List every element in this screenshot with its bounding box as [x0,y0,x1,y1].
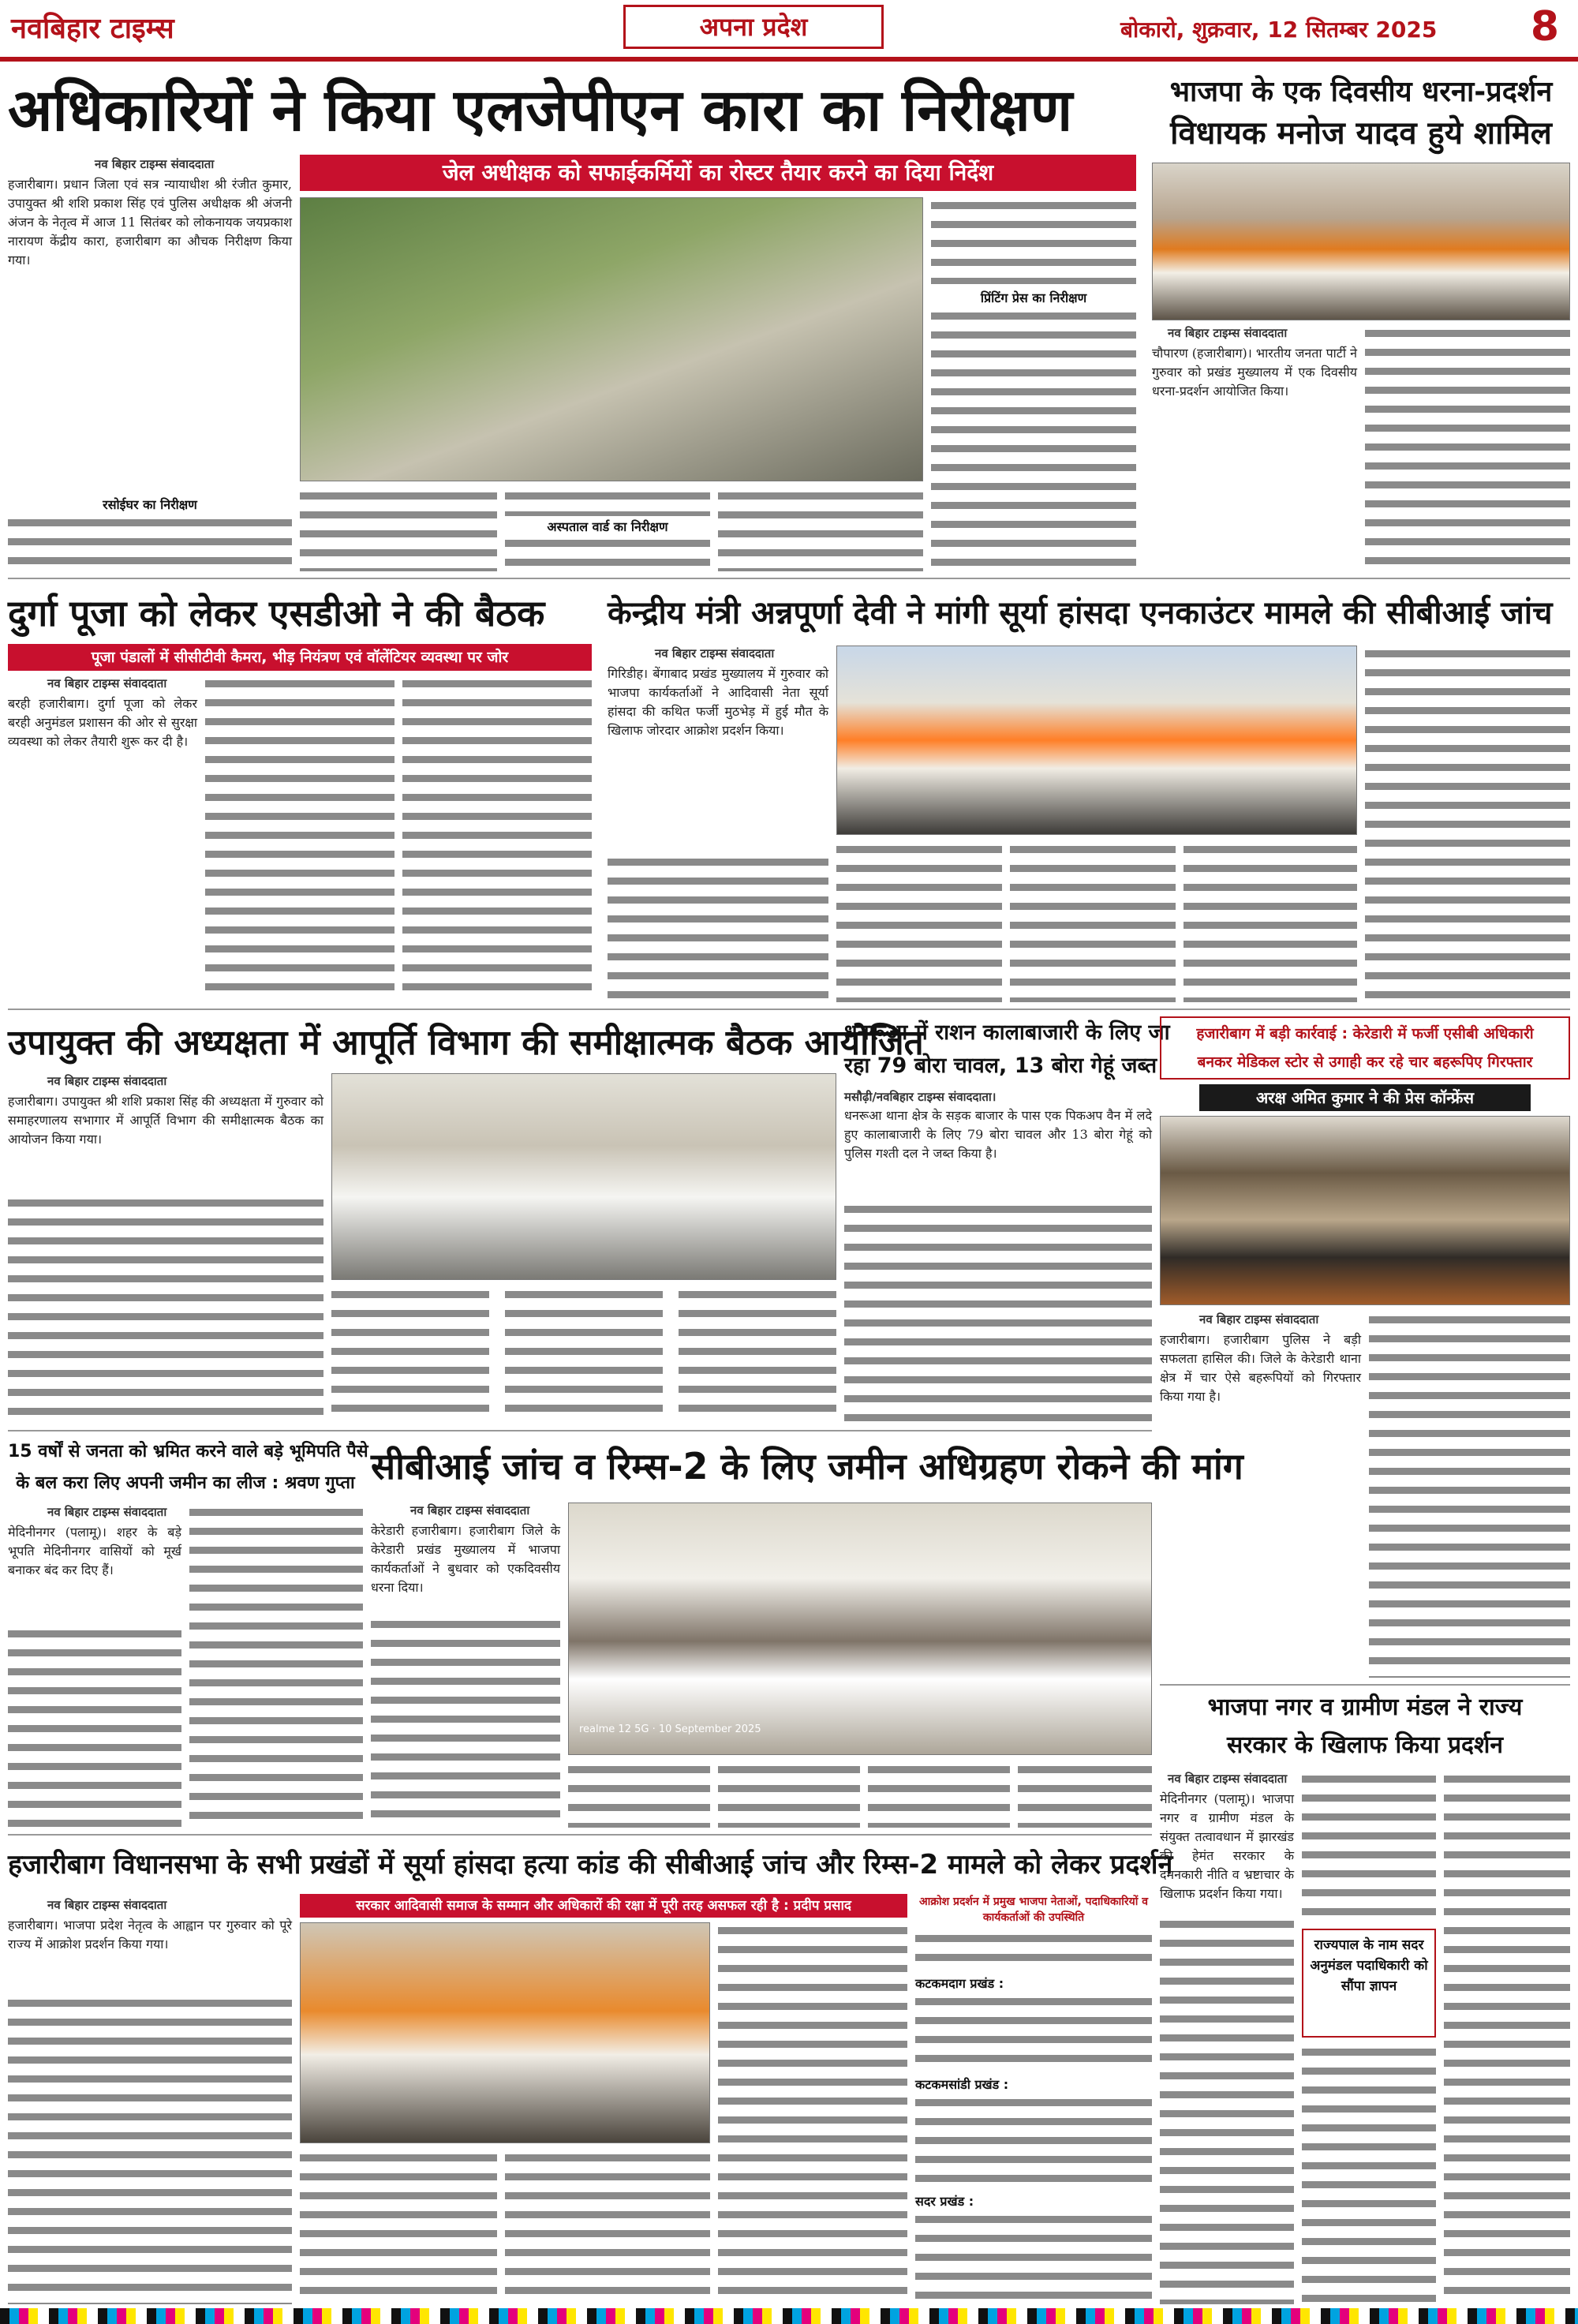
story10-block-katkamdag-text [915,1993,1152,2072]
paper-name: नवबिहार टाइम्स [11,13,174,45]
story1-hospital-text [505,535,710,571]
section-label: अपना प्रदेश [623,5,884,49]
story3-col2-text [205,675,394,1002]
story1-press-head: प्रिंटिंग प्रेस का निरीक्षण [980,290,1087,305]
story11-headline-line2: सरकार के खिलाफ किया प्रदर्शन [1226,1731,1504,1759]
story9-col4-text [868,1761,1010,1828]
story11-box-title: राज्यपाल के नाम सदर अनुमंडल पदाधिकारी को सौंपा ज्ञापन [1310,1937,1428,1994]
story11-headline-line1: भाजपा नगर व ग्रामीण मंडल ने राज्य [1207,1693,1523,1721]
story10-side-head: आक्रोश प्रदर्शन में प्रमुख भाजपा नेताओं, पदाधिकारियों व कार्यकर्ताओं की उपस्थिति [918,1896,1149,1924]
divider [8,1009,1570,1010]
story6-text [844,1201,1152,1424]
story10-side-text [915,1930,1152,1971]
story2-col2-text [1365,325,1570,571]
story10-block-katkamsandi-text [915,2094,1152,2189]
story11-col3-text [1444,1771,1570,2304]
story7-photo [1160,1116,1570,1305]
story4-col5-text [1365,646,1570,1002]
story9-headline: सीबीआई जांच व रिम्स-2 के लिए जमीन अधिग्रहण रोकने की मांग [371,1445,1243,1488]
story10-block-katkamdag: कटकमदाग प्रखंड : [915,1976,1004,1991]
story1-photo [300,197,923,481]
story4-headline: केन्द्रीय मंत्री अन्नपूर्णा देवी ने मांगी सूर्या हांसदा एनकाउंटर मामले की सीबीआई जांच [608,595,1553,631]
story9-photo [568,1503,1152,1755]
story10-col1-text [8,1995,292,2304]
story1-col2-text [300,488,497,571]
story7-byline: नव बिहार टाइम्स संवाददाता [1199,1312,1319,1327]
story5-lead: हजारीबाग। उपायुक्त श्री शशि प्रकाश सिंह की अध्यक्षता में गुरुवार को समाहरणालय सभागार में आपूर्ति विभाग की समीक्षात्मक बैठक का आयोजन किया गया। [8,1094,323,1147]
story11-col2-top [1302,1771,1436,1925]
story1-kitchen-text [8,515,292,571]
story10-col2-text [300,2150,497,2304]
story5-headline: उपायुक्त की अध्यक्षता में आपूर्ति विभाग की समीक्षात्मक बैठक आयोजित [8,1023,924,1063]
story10-photo [300,1922,710,2143]
story11-col2-bottom [1302,2044,1436,2304]
story9-col3-text [718,1761,860,1828]
story11-byline: नव बिहार टाइम्स संवाददाता [1168,1772,1288,1786]
dateline: बोकारो, शुक्रवार, 12 सितम्बर 2025 [1120,17,1438,43]
story1-col4-text [718,488,923,571]
story6-byline: मसौढ़ी/नवबिहार टाइम्स संवाददाता। [844,1090,997,1104]
story10-byline: नव बिहार टाइम्स संवाददाता [47,1898,167,1912]
story4-col2-text [836,841,1002,1002]
story1-kitchen-head: रसोईघर का निरीक्षण [103,497,197,512]
story5-col3-text [505,1286,663,1424]
story8-col2-text [189,1504,363,1828]
story7-headline-line1: हजारीबाग में बड़ी कार्रवाई : केरेडारी में फर्जी एसीबी अधिकारी [1196,1025,1534,1042]
story8-headline-line1: 15 वर्षों से जनता को भ्रमित करने वाले बड़े भूमिपति पैसे [8,1442,368,1461]
story9-col2-text [568,1761,710,1828]
story8-col1-text [8,1626,181,1828]
story5-col1-text [8,1195,323,1424]
story1-hospital-head: अस्पताल वार्ड का निरीक्षण [547,519,668,534]
story11-box [1302,1929,1436,2038]
story7-col2-text [1369,1312,1570,1678]
story9-lead: केरेडारी हजारीबाग। हजारीबाग जिले के केरेडारी प्रखंड मुख्यालय में भाजपा कार्यकर्ताओं ने बुधवार को एकदिवसीय धरना दिया। [371,1523,560,1595]
color-registration-bar [0,2308,1578,2324]
story10-col3-text [505,2150,710,2304]
story2-headline-line2: विधायक मनोज यादव हुये शामिल [1170,115,1552,152]
story10-col4-text [718,1922,907,2304]
story4-col3-text [1010,841,1176,1002]
story10-block-katkamsandi: कटकमसांडी प्रखंड : [915,2077,1009,2092]
story4-col1-text [608,854,828,1002]
story9-byline: नव बिहार टाइम्स संवाददाता [410,1503,530,1518]
story2-byline: नव बिहार टाइम्स संवाददाता [1168,326,1288,340]
story3-lead: बरही हजारीबाग। दुर्गा पूजा को लेकर बरही अनुमंडल प्रशासन की ओर से सुरक्षा व्यवस्था को लेकर तैयारी शुरू कर दी है। [8,696,197,749]
story1-lead: हजारीबाग। प्रधान जिला एवं सत्र न्यायाधीश श्री रंजीत कुमार, उपायुक्त श्री शशि प्रकाश सिंह एवं पुलिस अधीक्षक श्री अंजनी अंजन के नेतृत्व में आज 11 सितंबर को लोकनायक जयप्रकाश नारायण केंद्रीय कारा, हजारीबाग का औचक निरीक्षण किया गया। [8,177,292,268]
page-number: 8 [1530,3,1560,51]
story9-photo-stamp: realme 12 5G · 10 September 2025 [579,1723,761,1735]
story10-block-sadar: सदर प्रखंड : [915,2194,974,2209]
story7-lead: हजारीबाग। हजारीबाग पुलिस ने बड़ी सफलता हासिल की। जिले के केरेडारी थाना क्षेत्र में चार ऐसे बहरूपियों को गिरफ्तार किया गया है। [1160,1332,1361,1404]
story6-headline-line1: धनरूआ में राशन कालाबाजारी के लिए जा [844,1020,1170,1045]
divider [8,578,1570,579]
story9-col5-text [1018,1761,1152,1828]
story3-byline: नव बिहार टाइम्स संवाददाता [47,676,167,690]
story8-headline-line2: के बल करा लिए अपनी जमीन का लीज : श्रवण गुप्ता [16,1473,355,1493]
story1-subhead: जेल अधीक्षक को सफाईकर्मियों का रोस्टर तैयार करने का दिया निर्देश [300,155,1136,191]
story1-byline: नव बिहार टाइम्स संवाददाता [95,157,215,171]
divider [1160,1684,1570,1686]
story2-lead: चौपारण (हजारीबाग)। भारतीय जनता पार्टी ने गुरुवार को प्रखंड मुख्यालय में एक दिवसीय धरना-प्रदर्शन आयोजित किया। [1152,346,1357,399]
story7-headline-line2: बनकर मेडिकल स्टोर से उगाही कर रहे चार बहरूपिए गिरफ्तार [1197,1053,1533,1071]
divider [8,1430,1152,1431]
story9-col1-text [371,1616,560,1828]
story10-block-sadar-text [915,2211,1152,2304]
story5-col2-text [331,1286,489,1424]
story6-lead: धनरूआ थाना क्षेत्र के सड़क बाजार के पास एक पिकअप वैन में लदे हुए कालाबाजारी के लिए 79 बोरा चावल और 13 बोरा गेहूं को पुलिस गश्ती दल ने जब्त किया है। [844,1108,1152,1161]
story6-headline-line2: रहा 79 बोरा चावल, 13 बोरा गेहूं जब्त [844,1053,1157,1078]
story8-lead: मेदिनीनगर (पलामू)। शहर के बड़े भूपति मेदिनीनगर वासियों को मूर्ख बनाकर बंद कर दिए हैं। [8,1525,181,1577]
story3-subhead: पूजा पंडालों में सीसीटीवी कैमरा, भीड़ नियंत्रण एवं वॉलेंटियर व्यवस्था पर जोर [8,644,592,671]
story4-lead: गिरिडीह। बेंगाबाद प्रखंड मुख्यालय में गुरुवार को भाजपा कार्यकर्ताओं ने आदिवासी नेता सूर्या हांसदा की कथित फर्जी मुठभेड़ में हुई मौत के खिलाफ जोरदार आक्रोश प्रदर्शन किया। [608,666,828,738]
story10-subhead: सरकार आदिवासी समाज के सम्मान और अधिकारों की रक्षा में पूरी तरह असफल रही है : प्रदीप प्रसाद [300,1894,907,1918]
story8-byline: नव बिहार टाइम्स संवाददाता [47,1505,167,1519]
story1-col5-top [931,197,1136,284]
story11-lead: मेदिनीनगर (पलामू)। भाजपा नगर व ग्रामीण मंडल के संयुक्त तत्वावधान में झारखंड की हेमंत सरकार के दमनकारी नीति व भ्रष्टाचार के खिलाफ प्रदर्शन किया गया। [1160,1791,1294,1901]
story11-col1-text [1160,1916,1294,2304]
story5-col4-text [679,1286,836,1424]
story4-byline: नव बिहार टाइम्स संवाददाता [655,646,775,661]
story5-photo [331,1073,836,1280]
story4-photo [836,646,1357,835]
story10-lead: हजारीबाग। भाजपा प्रदेश नेतृत्व के आह्वान पर गुरुवार को पूरे राज्य में आक्रोश प्रदर्शन किया गया। [8,1918,292,1952]
story1-headline: अधिकारियों ने किया एलजेपीएन कारा का निरीक्षण [8,77,1073,144]
story5-byline: नव बिहार टाइम्स संवाददाता [47,1074,167,1088]
divider [8,1834,1152,1836]
story3-col3-text [402,675,592,1002]
story1-press-text [931,308,1136,571]
story1-col3-text [505,488,710,516]
story2-photo [1152,163,1570,320]
story10-headline: हजारीबाग विधानसभा के सभी प्रखंडों में सूर्या हांसदा हत्या कांड की सीबीआई जांच और रिम्स-2 मामले को लेकर प्रदर्शन [8,1849,1173,1881]
story4-col4-text [1184,841,1357,1002]
story3-headline: दुर्गा पूजा को लेकर एसडीओ ने की बैठक [8,592,545,634]
story2-headline-line1: भाजपा के एक दिवसीय धरना-प्रदर्शन [1169,76,1553,108]
story7-subhead: अरक्ष अमित कुमार ने की प्रेस कॉन्फ्रेंस [1199,1084,1531,1111]
